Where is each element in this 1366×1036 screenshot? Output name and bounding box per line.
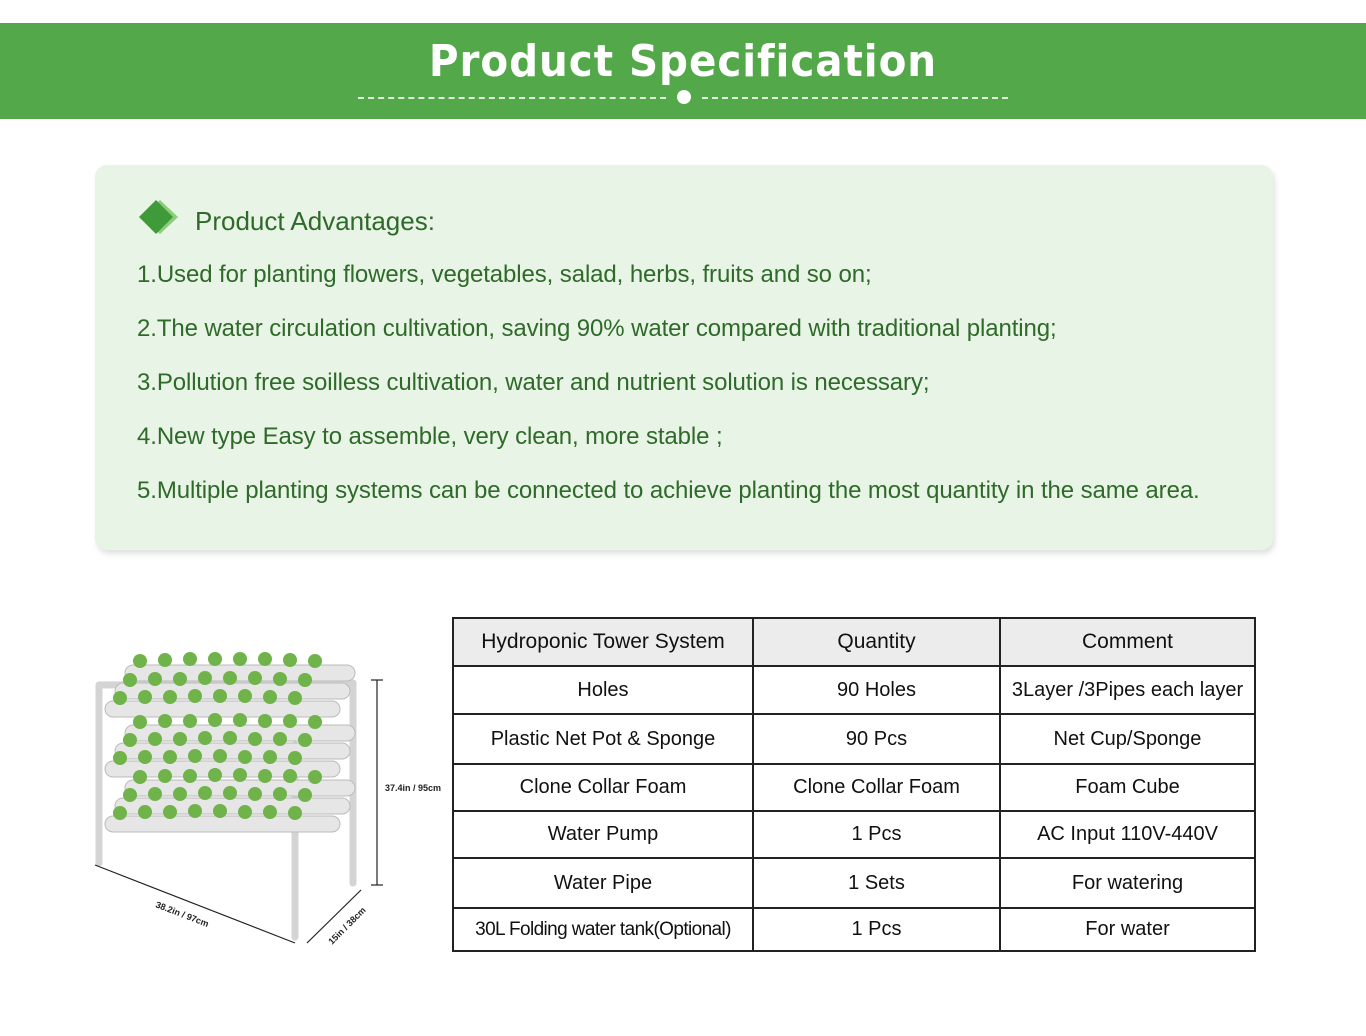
table-cell: 3Layer /3Pipes each layer: [1000, 666, 1255, 714]
table-row: [453, 908, 1255, 951]
table-cell: Water Pump: [453, 811, 753, 858]
table-cell: Net Cup/Sponge: [1000, 714, 1255, 764]
dimension-height-label: 37.4in / 95cm: [385, 783, 442, 793]
diamond-icon: [138, 198, 190, 236]
table-cell: For watering: [1000, 858, 1255, 908]
dimension-width-label: 15in / 38cm: [326, 905, 368, 947]
table-cell: 1 Sets: [753, 858, 1000, 908]
divider-dot: [677, 90, 691, 104]
table-row: [453, 714, 1255, 764]
table-cell: Foam Cube: [1000, 764, 1255, 811]
column-header: Hydroponic Tower System: [453, 618, 753, 666]
table-cell: 1 Pcs: [753, 811, 1000, 858]
column-header: Quantity: [753, 618, 1000, 666]
advantage-item: 2.The water circulation cultivation, saving 90% water compared with traditional planting;: [137, 315, 1057, 342]
table-cell: 1 Pcs: [753, 908, 1000, 951]
advantage-item: 5.Multiple planting systems can be connected to achieve planting the most quantity in the same area.: [137, 477, 1200, 504]
table-cell: 90 Pcs: [753, 714, 1000, 764]
dimension-length-label: 38.2in / 97cm: [154, 899, 211, 929]
table-cell: 90 Holes: [753, 666, 1000, 714]
table-cell: 30L Folding water tank(Optional): [453, 908, 753, 951]
advantage-item: 4.New type Easy to assemble, very clean, more stable ;: [137, 423, 723, 450]
table-row: [453, 811, 1255, 858]
hydroponic-system-image: [85, 625, 450, 960]
table-cell: Clone Collar Foam: [753, 764, 1000, 811]
table-cell: For water: [1000, 908, 1255, 951]
table-cell: Holes: [453, 666, 753, 714]
table-row: [453, 764, 1255, 811]
table-cell: AC Input 110V-440V: [1000, 811, 1255, 858]
advantage-item: 3.Pollution free soilless cultivation, water and nutrient solution is necessary;: [137, 369, 930, 396]
column-header: Comment: [1000, 618, 1255, 666]
page-title: Product Specification: [428, 36, 938, 87]
table-header-row: [453, 618, 1255, 666]
advantage-item: 1.Used for planting flowers, vegetables, salad, herbs, fruits and so on;: [137, 261, 872, 288]
table-row: [453, 666, 1255, 714]
divider-dash-right: [702, 97, 1008, 99]
advantages-heading: Product Advantages:: [195, 206, 435, 236]
advantages-list: [137, 258, 1200, 528]
spec-table: [452, 617, 1256, 952]
table-cell: Water Pipe: [453, 858, 753, 908]
table-row: [453, 858, 1255, 908]
divider-dash-left: [358, 97, 666, 99]
banner-divider: [358, 90, 1008, 104]
plant-layers: [105, 652, 355, 832]
table-cell: Plastic Net Pot & Sponge: [453, 714, 753, 764]
table-cell: Clone Collar Foam: [453, 764, 753, 811]
